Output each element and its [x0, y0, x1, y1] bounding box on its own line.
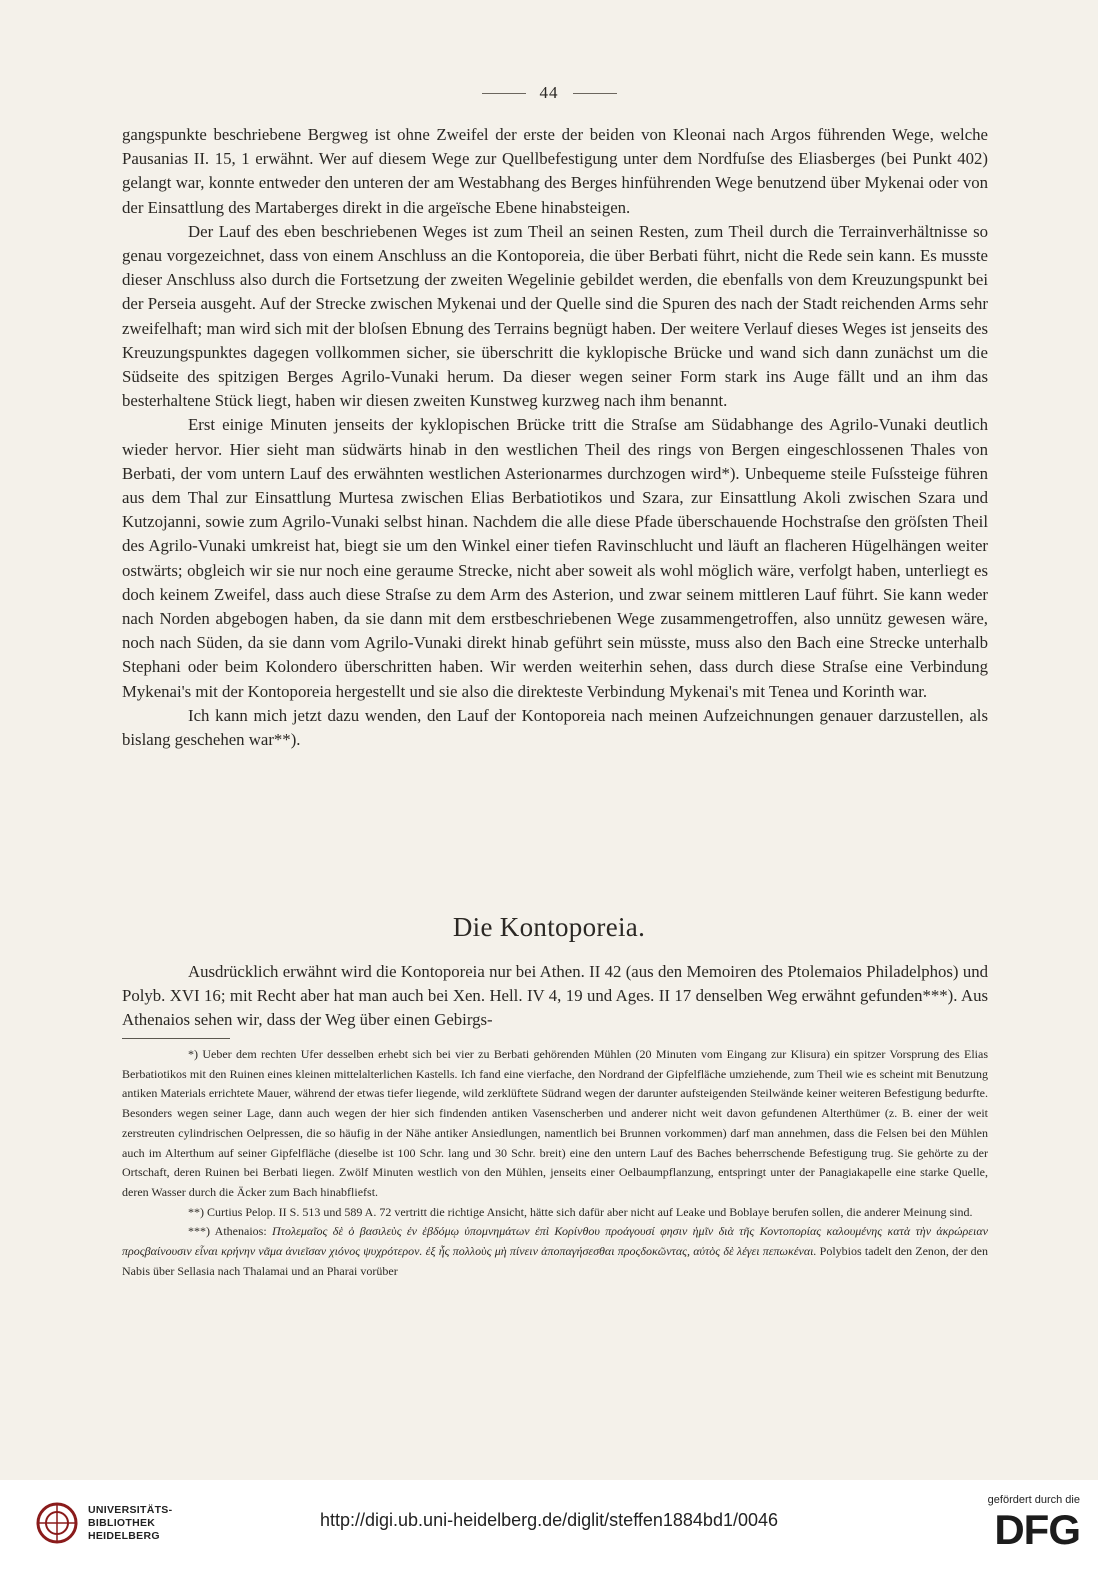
body-text-upper [122, 123, 988, 752]
paragraph-3: Erst einige Minuten jenseits der kyklopischen Brücke tritt die Straſse am Südabhange des Agrilo-Vunaki deutlich wieder hervor. Hier sieht man südwärts hinab in den westlichen Theil des rings von Bergen eingeschlossenen Thales von Berbati, der vom untern Lauf des erwähnten westlichen Asterionarmes durchzogen wird*). Unbequeme steile Fuſssteige führen aus dem Thal zur Einsattlung Murtesa zwischen Elias Berbatiotikos und Szara, zur Einsattlung Akoli zwischen Szara und Kutzojanni, sowie zum Agrilo-Vunaki selbst hinan. Nachdem die alle diese Pfade überschauende Hochstraſse den gröſsten Theil des Agrilo-Vunaki umkreist hat, biegt sie um den Winkel einer tiefen Ravinschlucht und läuft an flacheren Hügelhängen weiter ostwärts; obgleich wir sie nur noch eine geraume Strecke, nicht aber soweit als wohl möglich wäre, verfolgt haben, unterliegt es doch keinem Zweifel, dass auch diese Straſse zu dem Arm des Asterion, und zwar seinem mittleren Lauf führt. Sie kann weder nach Norden abgebogen haben, da sie dann mit dem erstbeschriebenen Wege zusammengetroffen, also unnütz gewesen wäre, noch nach Süden, da sie dann vom Agrilo-Vunaki direkt hinab geführt sein müsste, muss also den Bach eine Strecke unterhalb Stephani oder beim Kolondero überschritten haben. Wir werden weiterhin sehen, dass durch diese Straſse eine Verbindung Mykenai's mit der Kontoporeia hergestellt und sie also die direkteste Verbindung Mykenai's mit Tenea und Korinth war. [122, 415, 988, 701]
paragraph-2: Der Lauf des eben beschriebenen Weges ist zum Theil an seinen Resten, zum Theil durch die Terrainverhältnisse so genau vorgezeichnet, dass von einem Anschluss an die Kontoporeia, die über Berbati führt, nicht die Rede sein kann. Es musste dieser Anschluss also durch die Fortsetzung der zweiten Wegelinie gebildet werden, die ebenfalls von dem Kreuzungspunkt bei der Perseia ausgeht. Auf der Strecke zwischen Mykenai und der Quelle sind die Spuren des nach der Stadt reichenden Arms sehr zweifelhaft; man wird sich mit der bloſsen Ebnung des Terrains begnügt haben. Der weitere Verlauf dieses Weges ist jenseits des Kreuzungspunktes dagegen vollkommen sicher, sie überschritt die kyklopische Brücke und wand sich dann zunächst um die Südseite des spitzigen Berges Agrilo-Vunaki herum. Da dieser wegen seiner Form stark ins Auge fällt und an ihm das besterhaltene Stück liegt, haben wir diesen zweiten Kunstweg kurzweg nach ihm benannt. [122, 221, 988, 411]
page-number-rule-left [482, 93, 526, 94]
sponsor-caption: gefördert durch die [987, 1494, 1080, 1506]
page-number-rule-right [573, 93, 617, 94]
footnote-1: *) Ueber dem rechten Ufer desselben erhebt sich bei vier zu Berbati gehörenden Mühlen (20 Minuten vom Eingang zur Klisura) ein spitzer Vorsprung des Elias Berbatiotikos mit den Ruinen eines kleinen mittelalterlichen Kastells. Ich fand eine vierfache, den Nordrand der Gipfelfläche umziehende, zum Theil wie es scheint mit Benutzung antiken Materials errichtete Mauer, während der etwas tiefer liegende, wild zerklüftete Südrand wegen der darunter aufsteigenden Steilwände keiner weiteren Befestigung bedurfte. Besonders wegen seiner Lage, dann auch wegen der hier sich findenden antiken Vasenscherben und anderer nicht weit davon gefundenen Alterthümer (z. B. einer der weit zerstreuten cylindrischen Oelpressen, die so häufig in der Nähe antiker Ansiedlungen, namentlich bei Brunnen vorkommen) darf man annehmen, dass die Felsen bei den Mühlen auch im Alterthum auf seiner Gipfelfläche (dieselbe ist 100 Schr. lang und 30 Schr. breit) eine den untern Lauf des Baches beherrschende Befestigung trug. Sie gehörte zu der Ortschaft, deren Ruinen bei Berbati liegen. Zwölf Minuten westlich von den Mühlen, jenseits einer Oelbaumpflanzung, entspringt unter der Panagiakapelle eine starke Quelle, deren Wasser durch die Äcker zum Bach hinabfliefst. [122, 1047, 988, 1199]
footnote-2: **) Curtius Pelop. II S. 513 und 589 A. 72 vertritt die richtige Ansicht, hätte sich dafür aber nicht auf Leake und Boblaye berufen sollen, die anderer Meinung sind. [188, 1204, 973, 1219]
page-number: 44 [539, 83, 559, 102]
footnote-3-greek-quote: Πτολεμαῖος δὲ ὁ βασιλεὺς ἐν ἑβδόμῳ ὑπομνημάτων ἐπὶ Κορίνθου προάγουσί φησιν ἡμῖν διὰ τῆς Κοντοπορίας καλουμένης κατὰ τὴν ἀκρώρειαν προςβαίνουσιν εἶναι κρήνην νᾶμα ἀνιεῖσαν χιόνος ψυχρότερον. ἐξ ἧς πολλοὺς μὴ πίνειν ἀποπαγήσεσθαι προςδοκῶντας, αὐτὸς δὲ λέγει πεπωκέναι. [122, 1224, 988, 1259]
body-text-lower [122, 960, 988, 1033]
viewer-footer [0, 1480, 1098, 1571]
footnote-separator [122, 1038, 230, 1039]
sponsor-block[interactable] [954, 1494, 1080, 1554]
library-name: UNIVERSITÄTS- BIBLIOTHEK HEIDELBERG [88, 1503, 173, 1542]
footnotes [122, 1045, 988, 1281]
footnote-3 [122, 1222, 988, 1281]
paragraph-5: Ausdrücklich erwähnt wird die Kontoporeia nur bei Athen. II 42 (aus den Memoiren des Ptolemaios Philadelphos) und Polyb. XVI 16; mit Recht aber hat man auch bei Xen. Hell. IV 4, 19 und Ages. II 17 denselben Weg erwähnt gefunden***). Aus Athenaios sehen wir, dass der Weg über einen Gebirgs- [122, 962, 988, 1030]
page-number-row [0, 83, 1098, 103]
dfg-logo: DFG [994, 1506, 1080, 1553]
paragraph-4: Ich kann mich jetzt dazu wenden, den Lauf der Kontoporeia nach meinen Aufzeichnungen genauer darzustellen, als bislang geschehen war**). [122, 705, 988, 750]
paragraph-1: gangspunkte beschriebene Bergweg ist ohne Zweifel der erste der beiden von Kleonai nach Argos führenden Wege, welche Pausanias II. 15, 1 erwähnt. Wer auf diesem Wege zur Quellbefestigung unter dem Nordfuſse des Eliasberges (bei Punkt 402) gelangt war, konnte entweder den unteren der am Westabhang des Berges hinführenden Wege benutzend über Mykenai oder von der Einsattlung des Martaberges direkt in die argeïsche Ebene hinabsteigen. [122, 125, 988, 217]
section-heading: Die Kontoporeia. [452, 912, 646, 942]
footnote-3-lead: ***) Athenaios: [188, 1224, 272, 1239]
footnote-3-tail: Polybios tadelt den Zenon, der den Nabis über Sellasia nach Thalamai und an Pharai vorüber [122, 1244, 988, 1278]
document-url[interactable]: http://digi.ub.uni-heidelberg.de/diglit/steffen1884bd1/0046 [319, 1510, 779, 1530]
